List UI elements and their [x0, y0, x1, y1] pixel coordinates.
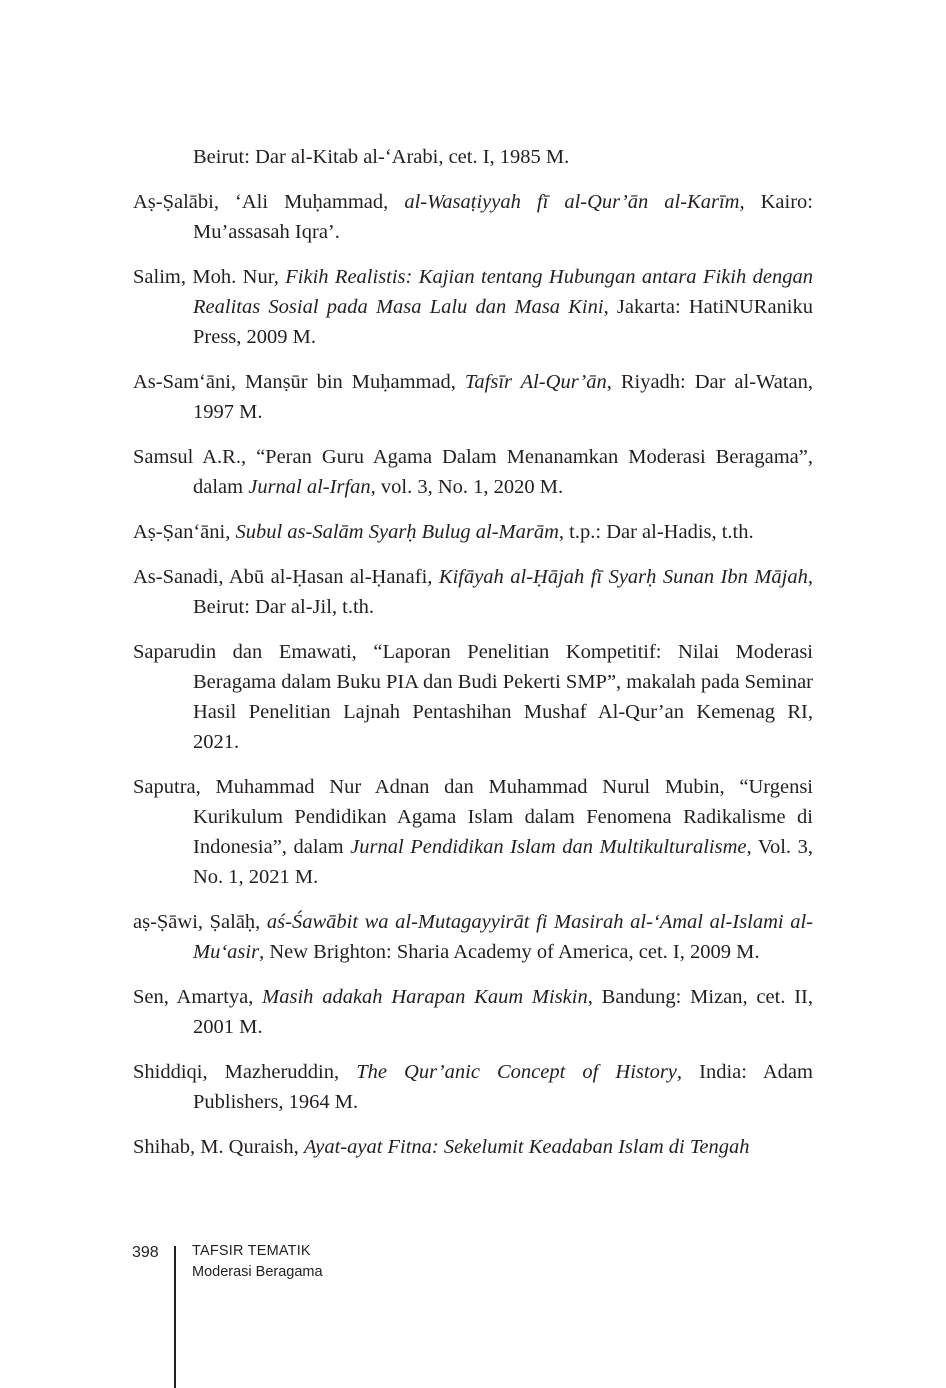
bibliography-entry: Shiddiqi, Mazheruddin, The Qur’anic Concept of History, India: Adam Publishers, 1964 M.	[133, 1061, 813, 1113]
bibliography-entry: Salim, Moh. Nur, Fikih Realistis: Kajian tentang Hubungan antara Fikih dengan Realitas Sosial pada Masa Lalu dan Masa Kini, Jakarta: HatiNURaniku Press, 2009 M.	[133, 266, 814, 348]
bibliography-entry: Aṣ-Ṣalābi, ‘Ali Muḥammad, al-Wasaṭiyyah fī al-Qur’ān al-Karīm, Kairo: Mu’assasah Iqra’.	[133, 191, 813, 243]
series-title: TAFSIR TEMATIK	[192, 1243, 311, 1259]
bibliography-entry: Samsul A.R., “Peran Guru Agama Dalam Menanamkan Moderasi Beragama”, dalam Jurnal al-Irfan, vol. 3, No. 1, 2020 M.	[133, 446, 813, 498]
page-number: 398	[132, 1244, 159, 1261]
bibliography-entry: As-Sam‘āni, Manṣūr bin Muḥammad, Tafsīr Al-Qur’ān, Riyadh: Dar al-Watan, 1997 M.	[133, 371, 813, 423]
book-title: Moderasi Beragama	[192, 1264, 323, 1280]
bibliography-entry: Aṣ-Ṣan‘āni, Subul as-Salām Syarḥ Bulug al-Marām, t.p.: Dar al-Hadis, t.th.	[133, 521, 754, 543]
bibliography-entry: Sen, Amartya, Masih adakah Harapan Kaum Miskin, Bandung: Mizan, cet. II, 2001 M.	[133, 986, 814, 1038]
footer-divider	[174, 1246, 176, 1388]
bibliography-entry: Saparudin dan Emawati, “Laporan Penelitian Kompetitif: Nilai Moderasi Beragama dalam Buku PIA dan Budi Pekerti SMP”, makalah pada Seminar Hasil Penelitian Lajnah Pentashihan Mushaf Al-Qur’an Kemenag RI, 2021.	[133, 641, 813, 753]
page-footer	[130, 1240, 530, 1388]
bibliography-entry: Saputra, Muhammad Nur Adnan dan Muhammad Nurul Mubin, “Urgensi Kurikulum Pendidikan Agama Islam dalam Fenomena Radikalisme di Indonesia”, dalam Jurnal Pendidikan Islam dan Multikulturalisme, Vol. 3, No. 1, 2021 M.	[133, 776, 813, 888]
bibliography-entry: Beirut: Dar al-Kitab al-‘Arabi, cet. I, 1985 M.	[193, 146, 570, 168]
bibliography-entry: As-Sanadi, Abū al-Ḥasan al-Ḥanafi, Kifāyah al-Ḥājah fī Syarḥ Sunan Ibn Mājah, Beirut: Dar al-Jil, t.th.	[133, 566, 813, 618]
bibliography-entry: Shihab, M. Quraish, Ayat-ayat Fitna: Sekelumit Keadaban Islam di Tengah	[133, 1136, 750, 1158]
bibliography-entry: aṣ-Ṣāwi, Ṣalāḥ, aś-Śawābit wa al-Mutagayyirāt fi Masirah al-‘Amal al-Islami al-Mu‘asir, New Brighton: Sharia Academy of America, cet. I, 2009 M.	[133, 911, 813, 963]
bibliography-list	[133, 142, 813, 1177]
